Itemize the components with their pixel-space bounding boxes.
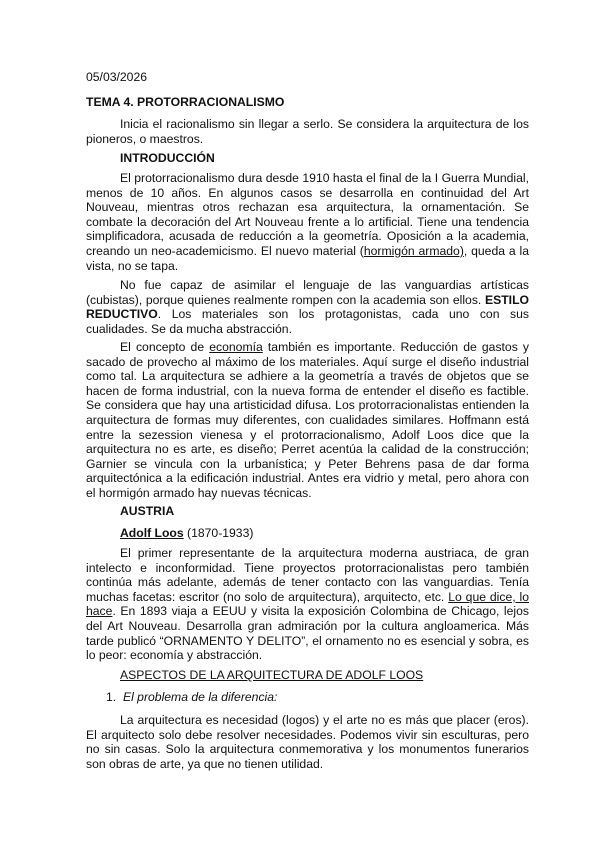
paragraph-4-underline: Lo que dice, lo hace (86, 589, 530, 619)
paragraph-5: La arquitectura es necesidad (logos) y el arte no es más que placer (eros). El arquitecto solo debe resolver necesidades. Podemos vivir sin esculturas, pero no sin casas. Solo la arquitectura conmemorativa y los monumentos funerarios son obras de arte, ya que no tienen utilidad. (86, 713, 529, 771)
paragraph-4 (86, 546, 529, 663)
paragraph-2-text-a: No fue capaz de asimilar el lenguaje de las vanguardias artísticas (cubistas), porque quienes realmente rompen con la academia son ellos. (86, 278, 529, 307)
paragraph-2-text-b: . Los materiales son los protagonistas, cada uno con sus cualidades. Se da mucha abstracción. (86, 307, 529, 336)
document-title (86, 95, 529, 110)
list-item-1 (106, 690, 549, 705)
paragraph-3-text-b: también es importante. Reducción de gastos y sacado de provecho al máximo de los materiales. Aquí surge el diseño industrial como tal. La arquitectura se adhiere a la geometría a través de objetos que se hacen de forma industrial, con la nueva forma de entender el diseño es factible. Se considera que hay una artisticidad difusa. Los protorracionalistas entienden la arquitectura de formas muy diferentes, con cualidades similares. Hoffmann está entre la sezession vienesa y el protorracionalismo, Adolf Loos dice que la arquitectura no es arte, es diseño; Perret acentúa la calidad de la construcción; Garnier se vincula con la urbanística; y Peter Behrens pasa de dar forma arquitectónica a la edificación industrial. Antes era vidrio y metal, pero ahora con el hormigón armado hay nuevas técnicas. (86, 340, 530, 500)
section-austria-text: AUSTRIA (120, 504, 175, 518)
paragraph-1-text-a: El protorracionalismo dura desde 1910 hasta el final de la I Guerra Mundial, menos de 10 años. En algunos casos se desarrolla en continuidad del Art Nouveau, mientras otros rechazan esa arquitectura, la ornamentación. Se combate la decoración del Art Nouveau frente a lo artificial. Tiene una tendencia simplificadora, acusada de reducción a la geometría. Oposición a la academia, creando un neo-academicismo. El nuevo material ( (86, 171, 529, 258)
title-text: TEMA 4. PROTORRACIONALISMO (86, 95, 285, 109)
loos-dates: (1870-1933) (183, 526, 254, 540)
paragraph-1 (86, 171, 529, 273)
aspects-heading-text: ASPECTOS DE LA ARQUITECTURA DE ADOLF LOOS (120, 668, 424, 682)
list-item-1-number: 1. (106, 690, 117, 704)
paragraph-1-text-b: , queda a la vista, no se tapa. (86, 243, 529, 273)
aspects-heading (120, 668, 563, 683)
list-item-1-text: El problema de la diferencia: (122, 690, 278, 704)
paragraph-2 (86, 278, 529, 336)
paragraph-3-underline: economía (209, 340, 263, 354)
loos-heading (120, 526, 563, 541)
paragraph-3 (86, 340, 529, 501)
section-intro-text: INTRODUCCIÓN (120, 151, 215, 165)
document-date: 05/03/2026 (86, 70, 147, 84)
paragraph-4-text-a: El primer representante de la arquitectura moderna austriaca, de gran intelecto e inconformidad. Tiene proyectos protorracionalistas pero también continúa más adelante, además de tener contacto con las vanguardias. Tenía muchas facetas: escritor (no solo de arquitectura), arquitecto, etc. (86, 546, 529, 604)
paragraph-4-text-b: . En 1893 viaja a EEUU y visita la exposición Colombina de Chicago, lejos del Art Nouveau. Desarrolla gran admiración por la cultura angloamerica. Más tarde publicó “ORNAMENTO Y DELITO”, el ornamento no es esencial y sobra, es lo peor: economía y abstracción. (86, 604, 529, 663)
section-heading-introduccion (120, 151, 563, 166)
section-heading-austria (120, 504, 563, 519)
loos-name: Adolf Loos (120, 526, 184, 540)
paragraph-2-bold: ESTILO REDUCTIVO (86, 292, 529, 322)
intro-paragraph: Inicia el racionalismo sin llegar a serlo. Se considera la arquitectura de los pioneros, o maestros. (86, 117, 529, 146)
paragraph-1-underline: hormigón armado) (363, 243, 464, 258)
paragraph-3-text-a: El concepto de (120, 340, 210, 354)
